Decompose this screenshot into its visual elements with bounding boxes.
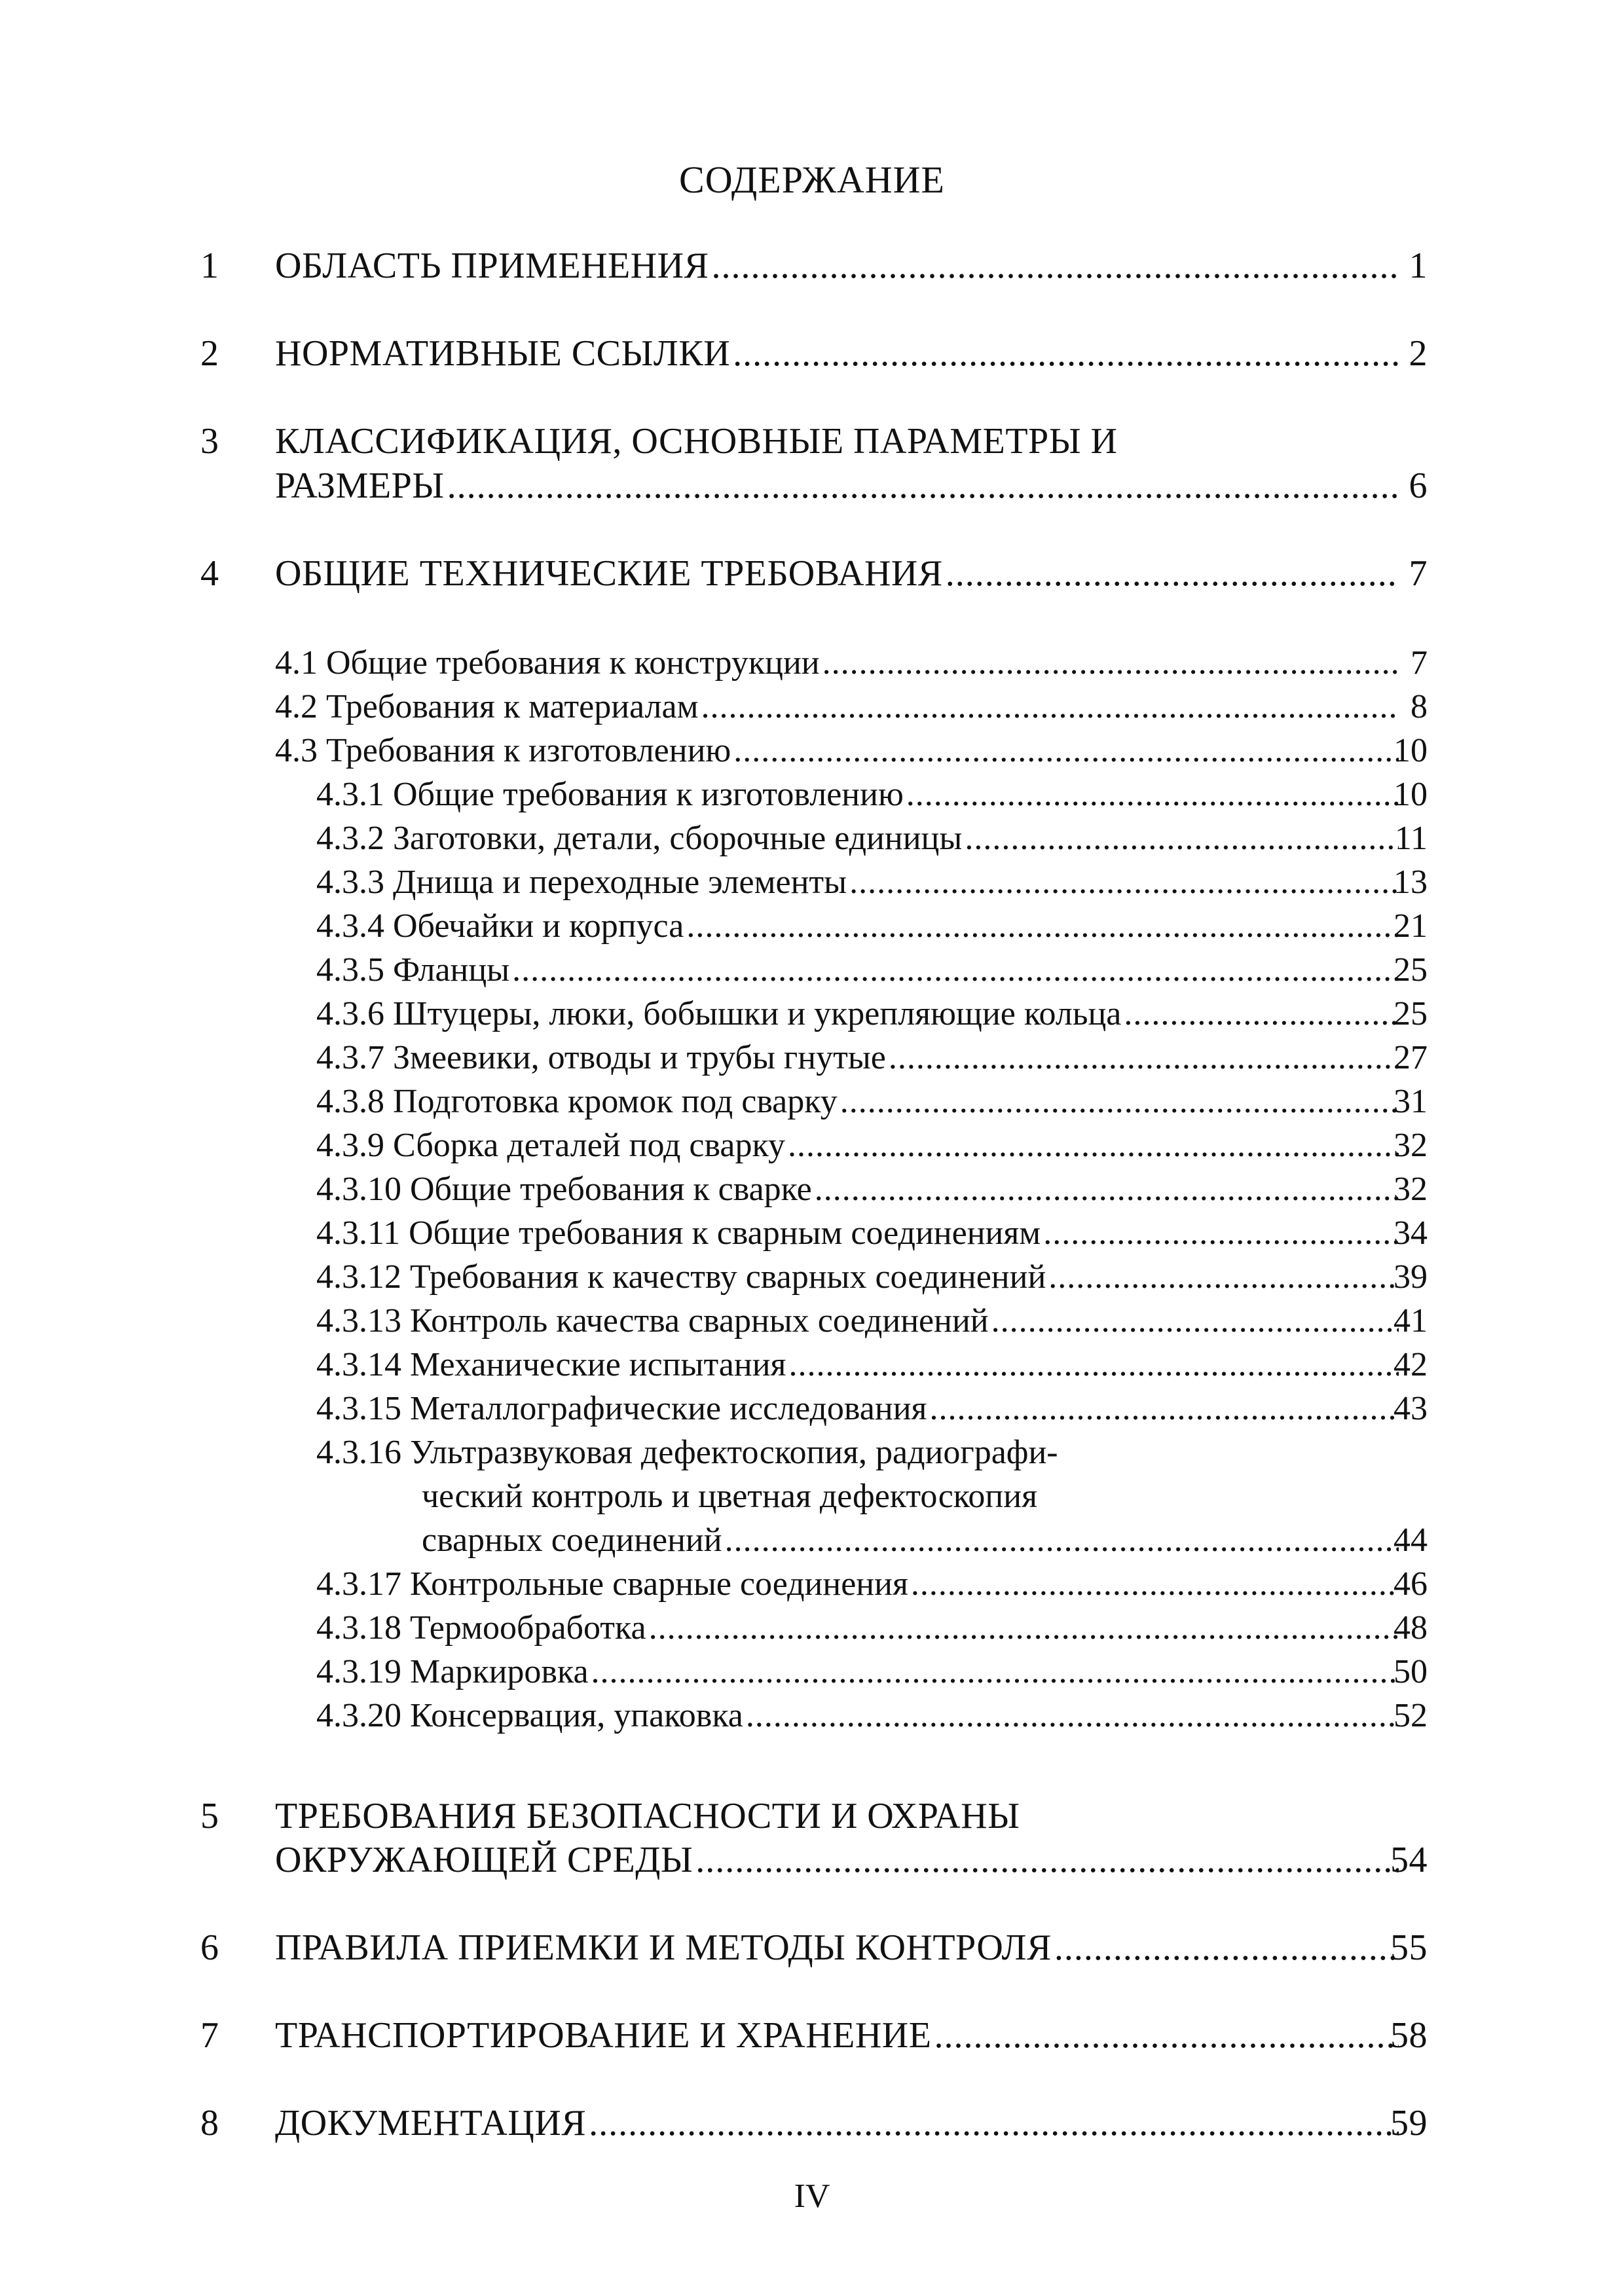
toc-entry-text: 4.3.3 Днища и переходные элементы xyxy=(316,864,847,901)
toc-subentry-continuation[interactable] xyxy=(0,1475,1624,1518)
leader-dots xyxy=(589,2102,1399,2145)
toc-entry-text: 4.3.8 Подготовка кромок под сварку xyxy=(316,1083,838,1120)
leader-dots xyxy=(649,1607,1399,1650)
toc-entry-page: 59 xyxy=(1390,2103,1428,2143)
toc-entry-number: 1 xyxy=(200,246,219,286)
toc-entry-line xyxy=(275,642,1401,685)
toc-subentry[interactable] xyxy=(0,1124,1624,1167)
toc-entry-line xyxy=(275,244,1401,287)
toc-subentry[interactable] xyxy=(0,1036,1624,1080)
leader-dots xyxy=(822,642,1399,685)
leader-dots xyxy=(911,1563,1399,1606)
toc-entry-page: 46 xyxy=(1393,1565,1428,1603)
toc-entry-text: ОБЛАСТЬ ПРИМЕНЕНИЯ xyxy=(275,246,709,286)
toc-entry-number: 2 xyxy=(200,333,219,374)
toc-entry-line xyxy=(275,2102,1401,2145)
toc-entry-page: 34 xyxy=(1393,1214,1428,1252)
toc-entry-line xyxy=(275,332,1401,375)
toc-entry-line xyxy=(316,993,1401,1036)
toc-entry-text: 4.3.19 Маркировка xyxy=(316,1653,589,1690)
leader-dots xyxy=(695,1838,1399,1882)
toc-subentry[interactable] xyxy=(0,1343,1624,1387)
toc-entry-text: 4.3.13 Контроль качества сварных соединений xyxy=(316,1302,989,1339)
toc-entry-line xyxy=(275,729,1401,773)
toc-entry-text-line1: ТРЕБОВАНИЯ БЕЗОПАСНОСТИ И ОХРАНЫ xyxy=(275,1796,1020,1836)
leader-dots xyxy=(512,949,1399,992)
toc-entry-page: 55 xyxy=(1390,1927,1428,1968)
toc-entry-page: 32 xyxy=(1393,1171,1428,1208)
toc-entry-line xyxy=(316,1563,1401,1606)
toc-entry-line xyxy=(316,1080,1401,1123)
toc-entry-line xyxy=(316,1300,1401,1343)
toc-subentry[interactable] xyxy=(0,949,1624,992)
toc-entry-page: 25 xyxy=(1393,995,1428,1032)
toc-entry-text: 4.3.9 Сборка деталей под сварку xyxy=(316,1127,785,1164)
toc-subentry[interactable] xyxy=(0,1607,1624,1650)
toc-entry-page: 6 xyxy=(1409,465,1428,506)
leader-dots xyxy=(725,1519,1399,1562)
toc-entry-line xyxy=(316,861,1401,904)
toc-entry-line xyxy=(316,1212,1401,1255)
toc-subentry[interactable] xyxy=(0,905,1624,948)
leader-dots xyxy=(906,773,1399,816)
toc-entry-line xyxy=(275,685,1401,729)
toc-entry-text: 4.3.15 Металлографические исследования xyxy=(316,1390,927,1427)
leader-dots xyxy=(788,1343,1399,1387)
toc-entry-page: 7 xyxy=(1411,644,1428,682)
toc-subentry[interactable] xyxy=(0,685,1624,729)
toc-entry-page: 7 xyxy=(1409,553,1428,594)
toc-entry-line xyxy=(316,1650,1401,1694)
toc-entry-text: ДОКУМЕНТАЦИЯ xyxy=(275,2103,587,2143)
toc-subentry[interactable] xyxy=(0,1650,1624,1694)
toc-entry[interactable] xyxy=(0,1795,1624,1838)
toc-entry-text: ТРАНСПОРТИРОВАНИЕ И ХРАНЕНИЕ xyxy=(275,2015,932,2056)
toc-subentry[interactable] xyxy=(0,1168,1624,1211)
toc-subentry[interactable] xyxy=(0,729,1624,773)
toc-subentry[interactable] xyxy=(0,642,1624,685)
toc-entry-page: 52 xyxy=(1393,1697,1428,1734)
toc-entry-continuation[interactable] xyxy=(0,464,1624,507)
toc-entry[interactable] xyxy=(0,332,1624,375)
toc-subentry[interactable] xyxy=(0,993,1624,1036)
toc-entry-line xyxy=(275,2014,1401,2057)
toc-entry-page: 13 xyxy=(1393,864,1428,901)
toc-entry-continuation[interactable] xyxy=(0,1838,1624,1882)
toc-entry-page: 31 xyxy=(1393,1083,1428,1120)
toc-entry-line xyxy=(275,464,1401,507)
toc-entry-page: 25 xyxy=(1393,951,1428,989)
leader-dots xyxy=(686,905,1399,948)
toc-subentry[interactable] xyxy=(0,1387,1624,1430)
toc-entry-line xyxy=(316,1607,1401,1650)
toc-entry-number: 4 xyxy=(200,553,219,594)
page-title: СОДЕРЖАНИЕ xyxy=(679,158,945,201)
toc-entry[interactable] xyxy=(0,2102,1624,2145)
toc-entry-text: 4.3.1 Общие требования к изготовлению xyxy=(316,776,904,813)
toc-entry-number: 5 xyxy=(200,1796,219,1836)
toc-entry-text-line2: ческий контроль и цветная дефектоскопия xyxy=(422,1478,1037,1515)
toc-entry-line xyxy=(316,1124,1401,1167)
toc-subentry-continuation[interactable] xyxy=(0,1519,1624,1562)
toc-entry-page: 21 xyxy=(1393,907,1428,945)
leader-dots xyxy=(1124,993,1399,1036)
toc-entry-text-line1: 4.3.16 Ультразвуковая дефектоскопия, радиографи- xyxy=(316,1434,1058,1471)
leader-dots xyxy=(733,729,1399,773)
toc-entry-text: 4.3.7 Змеевики, отводы и трубы гнутые xyxy=(316,1039,886,1076)
toc-entry-text: 4.2 Требования к материалам xyxy=(275,688,699,725)
toc-entry-line xyxy=(316,817,1401,860)
toc-entry-text: ОКРУЖАЮЩЕЙ СРЕДЫ xyxy=(275,1840,693,1880)
toc-subentry[interactable] xyxy=(0,1300,1624,1343)
toc-entry-text: сварных соединений xyxy=(422,1522,722,1559)
toc-subentry[interactable] xyxy=(0,1080,1624,1123)
toc-entry-text: ОБЩИЕ ТЕХНИЧЕСКИЕ ТРЕБОВАНИЯ xyxy=(275,553,943,594)
toc-subentry[interactable] xyxy=(0,1212,1624,1255)
toc-subentry[interactable] xyxy=(0,861,1624,904)
toc-entry-page: 8 xyxy=(1411,688,1428,725)
toc-entry-text: 4.3 Требования к изготовлению xyxy=(275,732,731,769)
toc-entry-page: 43 xyxy=(1393,1390,1428,1427)
toc-entry[interactable] xyxy=(0,420,1624,463)
toc-subentry[interactable] xyxy=(0,1256,1624,1299)
toc-subentry[interactable] xyxy=(0,817,1624,860)
leader-dots xyxy=(929,1387,1399,1430)
leader-dots xyxy=(991,1300,1399,1343)
toc-entry-page: 32 xyxy=(1393,1127,1428,1164)
toc-entry-page: 10 xyxy=(1393,732,1428,769)
toc-entry-page: 2 xyxy=(1409,333,1428,374)
leader-dots xyxy=(788,1124,1399,1167)
toc-entry-text: 4.3.5 Фланцы xyxy=(316,951,510,989)
toc-entry-line xyxy=(316,1694,1401,1738)
toc-entry-page: 41 xyxy=(1393,1302,1428,1339)
leader-dots xyxy=(965,817,1399,860)
toc-entry-line xyxy=(316,1036,1401,1080)
toc-entry-text: 4.3.17 Контрольные сварные соединения xyxy=(316,1565,908,1603)
toc-entry[interactable] xyxy=(0,2014,1624,2057)
toc-entry-number: 6 xyxy=(200,1927,219,1968)
toc-entry-line xyxy=(275,1926,1401,1969)
toc-entry-line xyxy=(275,552,1401,595)
toc-entry-text-line1: КЛАССИФИКАЦИЯ, ОСНОВНЫЕ ПАРАМЕТРЫ И xyxy=(275,421,1118,462)
toc-entry-number: 8 xyxy=(200,2103,219,2143)
leader-dots xyxy=(815,1168,1399,1211)
toc-entry-line xyxy=(316,1256,1401,1299)
toc-entry-text: 4.3.18 Термообработка xyxy=(316,1609,646,1647)
toc-entry-text: 4.3.20 Консервация, упаковка xyxy=(316,1697,743,1734)
toc-entry-line xyxy=(316,949,1401,992)
leader-dots xyxy=(1048,1256,1399,1299)
toc-entry-page: 48 xyxy=(1393,1609,1428,1647)
page-number: IV xyxy=(794,2178,830,2215)
toc-entry-text: 4.3.6 Штуцеры, люки, бобышки и укрепляющие кольца xyxy=(316,995,1122,1032)
toc-entry[interactable] xyxy=(0,244,1624,287)
toc-entry-line xyxy=(275,1838,1401,1882)
toc-subentry[interactable] xyxy=(0,773,1624,816)
toc-subentry[interactable] xyxy=(0,1694,1624,1738)
toc-entry-number: 7 xyxy=(200,2015,219,2056)
toc-entry[interactable] xyxy=(0,1926,1624,1969)
toc-entry-line xyxy=(316,1387,1401,1430)
leader-dots xyxy=(840,1080,1399,1123)
toc-entry-line xyxy=(316,1168,1401,1211)
toc-entry-text: 4.3.14 Механические испытания xyxy=(316,1346,786,1383)
toc-entry-page: 10 xyxy=(1393,776,1428,813)
toc-entry[interactable] xyxy=(0,552,1624,595)
leader-dots xyxy=(733,332,1399,375)
leader-dots xyxy=(946,552,1399,595)
toc-entry-text: НОРМАТИВНЫЕ ССЫЛКИ xyxy=(275,333,731,374)
leader-dots xyxy=(447,464,1399,507)
toc-subentry[interactable] xyxy=(0,1563,1624,1606)
leader-dots xyxy=(711,244,1399,287)
toc-entry-number: 3 xyxy=(200,421,219,462)
leader-dots xyxy=(701,685,1399,729)
toc-entry-text: 4.3.10 Общие требования к сварке xyxy=(316,1171,812,1208)
toc-entry-page: 44 xyxy=(1393,1522,1428,1559)
toc-entry-page: 50 xyxy=(1393,1653,1428,1690)
leader-dots xyxy=(746,1694,1399,1738)
toc-entry-page: 39 xyxy=(1393,1258,1428,1296)
toc-entry-line xyxy=(316,905,1401,948)
toc-entry-line xyxy=(316,1343,1401,1387)
leader-dots xyxy=(1043,1212,1399,1255)
leader-dots xyxy=(591,1650,1399,1694)
leader-dots xyxy=(849,861,1399,904)
toc-entry-text: 4.1 Общие требования к конструкции xyxy=(275,644,820,682)
toc-subentry[interactable] xyxy=(0,1431,1624,1474)
toc-entry-page: 54 xyxy=(1390,1840,1428,1880)
toc-entry-text: РАЗМЕРЫ xyxy=(275,465,445,506)
toc-entry-page: 11 xyxy=(1394,820,1428,857)
toc-entry-page: 27 xyxy=(1393,1039,1428,1076)
toc-entry-page: 58 xyxy=(1390,2015,1428,2056)
leader-dots xyxy=(934,2014,1399,2057)
toc-entry-line xyxy=(422,1519,1401,1562)
leader-dots xyxy=(889,1036,1399,1080)
toc-entry-text: 4.3.2 Заготовки, детали, сборочные единицы xyxy=(316,820,963,857)
toc-entry-page: 1 xyxy=(1409,246,1428,286)
toc-entry-text: ПРАВИЛА ПРИЕМКИ И МЕТОДЫ КОНТРОЛЯ xyxy=(275,1927,1052,1968)
toc-entry-text: 4.3.4 Обечайки и корпуса xyxy=(316,907,684,945)
toc-entry-text: 4.3.11 Общие требования к сварным соединениям xyxy=(316,1214,1041,1252)
toc-entry-text: 4.3.12 Требования к качеству сварных соединений xyxy=(316,1258,1046,1296)
toc-entry-page: 42 xyxy=(1393,1346,1428,1383)
toc-entry-line xyxy=(316,773,1401,816)
leader-dots xyxy=(1054,1926,1399,1969)
